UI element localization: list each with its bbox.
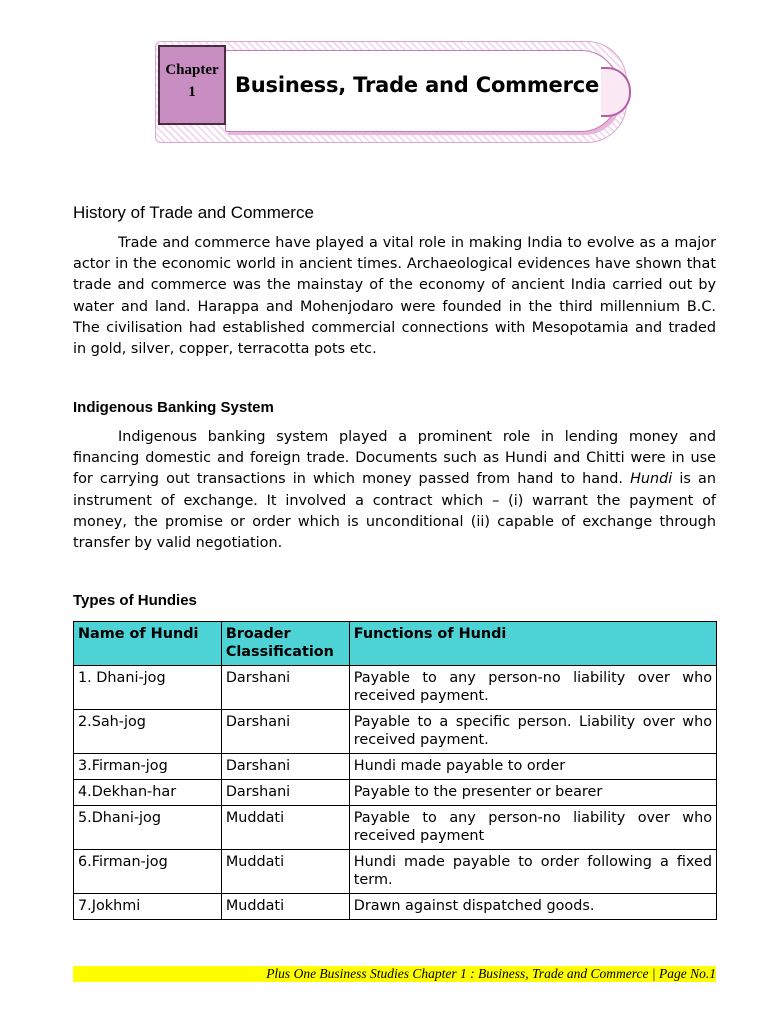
chapter-banner	[155, 41, 635, 145]
history-paragraph-text: Trade and commerce have played a vital role in making India to evolve as a major actor in the economic world in ancient times. Archaeological evidences have shown that trade and commerce was the mainstay of the economy of ancient India carried out by water and land. Harappa and Mohenjodaro were founded in the third millennium B.C. The civilisation had established commercial connections with Mesopotamia and traded in gold, silver, copper, terracotta pots etc.	[73, 235, 716, 358]
section-heading-history: History of Trade and Commerce	[73, 203, 314, 222]
banking-text-part1: Indigenous banking system played a prominent role in lending money and financing domestic and foreign trade. Documents such as Hundi and Chitti were in use for carrying out transactions in which money passed from hand to hand.	[73, 429, 716, 488]
table-row	[74, 666, 717, 710]
hundi-types-table	[73, 621, 717, 920]
classification-cell: Darshani	[221, 666, 349, 710]
function-cell: Drawn against dispatched goods.	[349, 894, 716, 920]
column-header-functions: Functions of Hundi	[349, 622, 716, 666]
chapter-title: Business, Trade and Commerce	[235, 73, 600, 97]
classification-cell: Muddati	[221, 806, 349, 850]
function-cell: Payable to any person-no liability over who received payment	[349, 806, 716, 850]
hundi-italic-term: Hundi	[630, 471, 673, 488]
page-footer: Plus One Business Studies Chapter 1 : Business, Trade and Commerce | Page No.1	[73, 966, 716, 982]
banking-paragraph	[73, 427, 716, 554]
table-row	[74, 780, 717, 806]
banking-text-part2: is an instrument of exchange. It involved a contract which – (i) warrant the payment of money, the promise or order which is unconditional (ii) capable of exchange through transfer by valid negotiation.	[73, 471, 716, 552]
section-heading-banking: Indigenous Banking System	[73, 399, 274, 416]
chapter-word: Chapter	[165, 62, 219, 78]
function-cell: Payable to any person-no liability over who received payment.	[349, 666, 716, 710]
classification-cell: Darshani	[221, 754, 349, 780]
table-row	[74, 754, 717, 780]
section-heading-hundies: Types of Hundies	[73, 592, 197, 609]
table-row	[74, 850, 717, 894]
hundi-name-cell: 1. Dhani-jog	[74, 666, 222, 710]
function-cell: Hundi made payable to order following a fixed term.	[349, 850, 716, 894]
hundi-name-cell: 6.Firman-jog	[74, 850, 222, 894]
hundi-name-cell: 2.Sah-jog	[74, 710, 222, 754]
table-row	[74, 806, 717, 850]
table-header-row	[74, 622, 717, 666]
hundi-name-cell: 7.Jokhmi	[74, 894, 222, 920]
history-paragraph	[73, 233, 716, 360]
classification-cell: Muddati	[221, 850, 349, 894]
hundi-name-cell: 4.Dekhan-har	[74, 780, 222, 806]
hundi-name-cell: 5.Dhani-jog	[74, 806, 222, 850]
classification-cell: Muddati	[221, 894, 349, 920]
hundi-name-cell: 3.Firman-jog	[74, 754, 222, 780]
function-cell: Payable to a specific person. Liability over who received payment.	[349, 710, 716, 754]
classification-cell: Darshani	[221, 710, 349, 754]
table-row	[74, 894, 717, 920]
classification-cell: Darshani	[221, 780, 349, 806]
table-row	[74, 710, 717, 754]
chapter-number: 1	[188, 84, 196, 100]
function-cell: Hundi made payable to order	[349, 754, 716, 780]
column-header-classification: Broader Classification	[221, 622, 349, 666]
chapter-number-box	[158, 45, 226, 125]
function-cell: Payable to the presenter or bearer	[349, 780, 716, 806]
column-header-name: Name of Hundi	[74, 622, 222, 666]
